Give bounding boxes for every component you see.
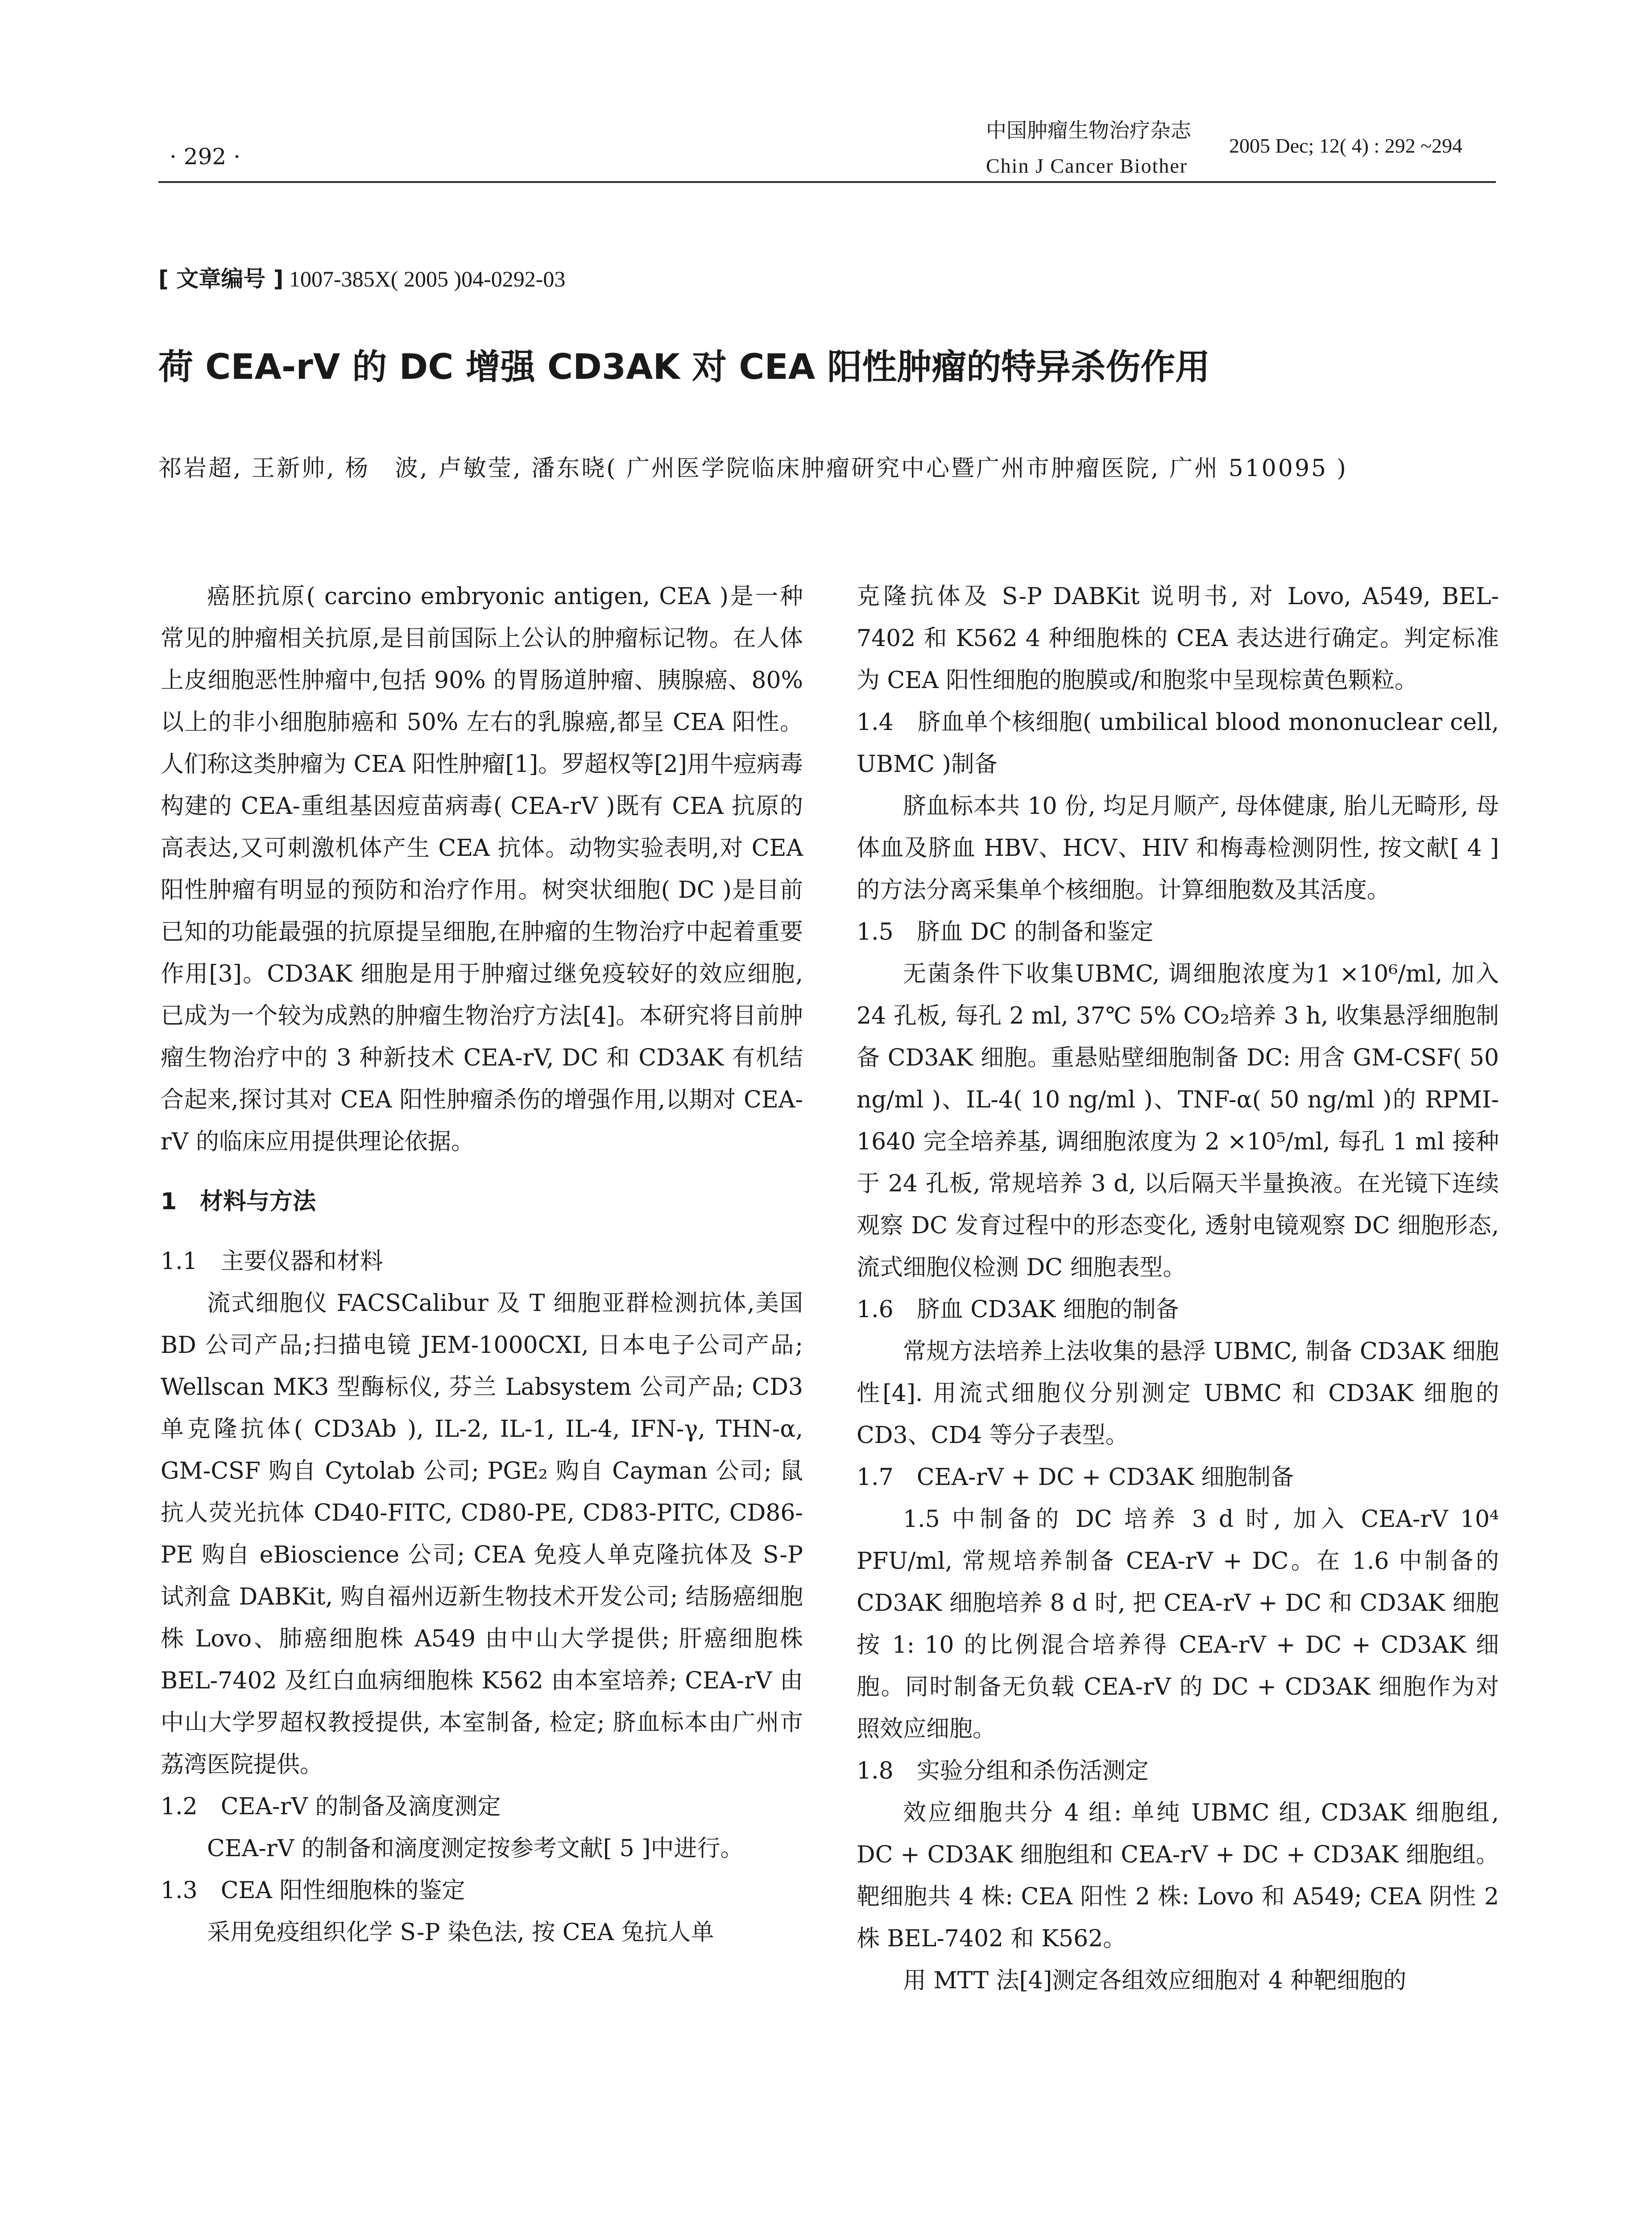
subsection-heading: 1.5 脐血 DC 的制备和鉴定 — [857, 919, 1154, 945]
paragraph: 采用免疫组织化学 S-P 染色法, 按 CEA 兔抗人单 — [207, 1919, 714, 1946]
journal-title — [986, 112, 1191, 184]
paragraph: CEA-rV 的制备和滴度测定按参考文献[ 5 ]中进行。 — [207, 1835, 744, 1862]
paragraph: 克隆抗体及 S-P DABKit 说明书, 对 Lovo, A549, BEL-7402 和 K562 4 种细胞株的 CEA 表达进行确定。判定标准为 CEA 阳性细胞的胞膜或/和胞浆中呈现棕黄色颗粒。 — [857, 583, 1499, 694]
subsection-heading: 1.8 实验分组和杀伤活测定 — [857, 1758, 1149, 1784]
left-column — [161, 576, 803, 1953]
author-affiliation: 祁岩超, 王新帅, 杨 波, 卢敏莹, 潘东晓( 广州医学院临床肿瘤研究中心暨广州市肿瘤医院, 广州 510095 ) — [158, 455, 1348, 482]
subsection-heading: 1.2 CEA-rV 的制备及滴度测定 — [161, 1793, 501, 1820]
subsection-heading: 1.7 CEA-rV + DC + CD3AK 细胞制备 — [857, 1464, 1294, 1491]
right-column — [857, 576, 1499, 2002]
page-number: · 292 · — [170, 144, 241, 170]
article-number-label: [ 文章编号 ] — [158, 266, 284, 292]
paragraph: 常规方法培养上法收集的悬浮 UBMC, 制备 CD3AK 细胞性[4]. 用流式细胞仪分别测定 UBMC 和 CD3AK 细胞的 CD3、CD4 等分子表型。 — [857, 1338, 1499, 1449]
paragraph: 用 MTT 法[4]测定各组效应细胞对 4 种靶细胞的 — [903, 1967, 1407, 1994]
subsection-heading: 1.1 主要仪器和材料 — [161, 1248, 383, 1275]
header-rule — [158, 181, 1496, 183]
article-number-value: 1007-385X( 2005 )04-0292-03 — [289, 266, 566, 291]
issue-reference: 2005 Dec; 12( 4) : 292 ~294 — [1229, 134, 1463, 157]
intro-paragraph: 癌胚抗原( carcino embryonic antigen, CEA )是一种常见的肿瘤相关抗原,是目前国际上公认的肿瘤标记物。在人体上皮细胞恶性肿瘤中,包括 90% 的胃肠道肿瘤、胰腺癌、80% 以上的非小细胞肺癌和 50% 左右的乳腺癌,都呈 CEA 阳性。人们称这类肿瘤为 CEA 阳性肿瘤[1]。罗超权等[2]用牛痘病毒构建的 CEA-重组基因痘苗病毒( CEA-rV )既有 CEA 抗原的高表达,又可刺激机体产生 CEA 抗体。动物实验表明,对 CEA 阳性肿瘤有明显的预防和治疗作用。树突状细胞( DC )是目前已知的功能最强的抗原提呈细胞,在肿瘤的生物治疗中起着重要作用[3]。CD3AK 细胞是用于肿瘤过继免疫较好的效应细胞,已成为一个较为成熟的肿瘤生物治疗方法[4]。本研究将目前肿瘤生物治疗中的 3 种新技术 CEA-rV, DC 和 CD3AK 有机结合起来,探讨其对 CEA 阳性肿瘤杀伤的增强作用,以期对 CEA-rV 的临床应用提供理论依据。 — [161, 583, 803, 1155]
paragraph: 1.5 中制备的 DC 培养 3 d 时, 加入 CEA-rV 10⁴ PFU/ml, 常规培养制备 CEA-rV + DC。在 1.6 中制备的 CD3AK 细胞培养 8 d 时, 把 CEA-rV + DC 和 CD3AK 细胞按 1: 10 的比例混合培养得 CEA-rV + DC + CD3AK 细胞。同时制备无负载 CEA-rV 的 DC + CD3AK 细胞作为对照效应细胞。 — [857, 1506, 1499, 1742]
paragraph: 脐血标本共 10 份, 均足月顺产, 母体健康, 胎儿无畸形, 母体血及脐血 HBV、HCV、HIV 和梅毒检测阴性, 按文献[ 4 ]的方法分离采集单个核细胞。计算细胞数及其活度。 — [857, 793, 1499, 904]
journal-title-cn: 中国肿瘤生物治疗杂志 — [986, 118, 1191, 142]
paragraph: 效应细胞共分 4 组: 单纯 UBMC 组, CD3AK 细胞组, DC + CD3AK 细胞组和 CEA-rV + DC + CD3AK 细胞组。靶细胞共 4 株: CEA 阳性 2 株: Lovo 和 A549; CEA 阴性 2 株 BEL-7402 和 K562。 — [857, 1800, 1499, 1952]
paragraph: 无菌条件下收集UBMC, 调细胞浓度为1 ×10⁶/ml, 加入 24 孔板, 每孔 2 ml, 37℃ 5% CO₂培养 3 h, 收集悬浮细胞制备 CD3AK 细胞。重悬贴壁细胞制备 DC: 用含 GM-CSF( 50 ng/ml )、IL-4( 10 ng/ml )、TNF-α( 50 ng/ml )的 RPMI-1640 完全培养基, 调细胞浓度为 2 ×10⁵/ml, 每孔 1 ml 接种于 24 孔板, 常规培养 3 d, 以后隔天半量换液。在光镜下连续观察 DC 发育过程中的形态变化, 透射电镜观察 DC 细胞形态, 流式细胞仪检测 DC 细胞表型。 — [857, 961, 1499, 1281]
paragraph: 流式细胞仪 FACSCalibur 及 T 细胞亚群检测抗体,美国 BD 公司产品;扫描电镜 JEM-1000CXI, 日本电子公司产品; Wellscan MK3 型酶标仪, 芬兰 Labsystem 公司产品; CD3 单克隆抗体( CD3Ab ), IL-2, IL-1, IL-4, IFN-γ, THN-α, GM-CSF 购自 Cytolab 公司; PGE₂ 购自 Cayman 公司; 鼠抗人荧光抗体 CD40-FITC, CD80-PE, CD83-PITC, CD86-PE 购自 eBioscience 公司; CEA 免疫人单克隆抗体及 S-P 试剂盒 DABKit, 购自福州迈新生物技术开发公司; 结肠癌细胞株 Lovo、肺癌细胞株 A549 由中山大学提供; 肝癌细胞株 BEL-7402 及红白血病细胞株 K562 由本室培养; CEA-rV 由中山大学罗超权教授提供, 本室制备, 检定; 脐血标本由广州市荔湾医院提供。 — [161, 1290, 803, 1778]
journal-title-en: Chin J Cancer Biother — [986, 154, 1188, 177]
subsection-heading: 1.6 脐血 CD3AK 细胞的制备 — [857, 1296, 1179, 1323]
subsection-heading: 1.4 脐血单个核细胞( umbilical blood mononuclear cell, UBMC )制备 — [857, 709, 1499, 778]
article-number — [158, 261, 565, 293]
section-heading-methods: 1 材料与方法 — [161, 1188, 316, 1215]
article-title: 荷 CEA-rV 的 DC 增强 CD3AK 对 CEA 阳性肿瘤的特异杀伤作用 — [158, 347, 1210, 387]
subsection-heading: 1.3 CEA 阳性细胞株的鉴定 — [161, 1877, 465, 1904]
